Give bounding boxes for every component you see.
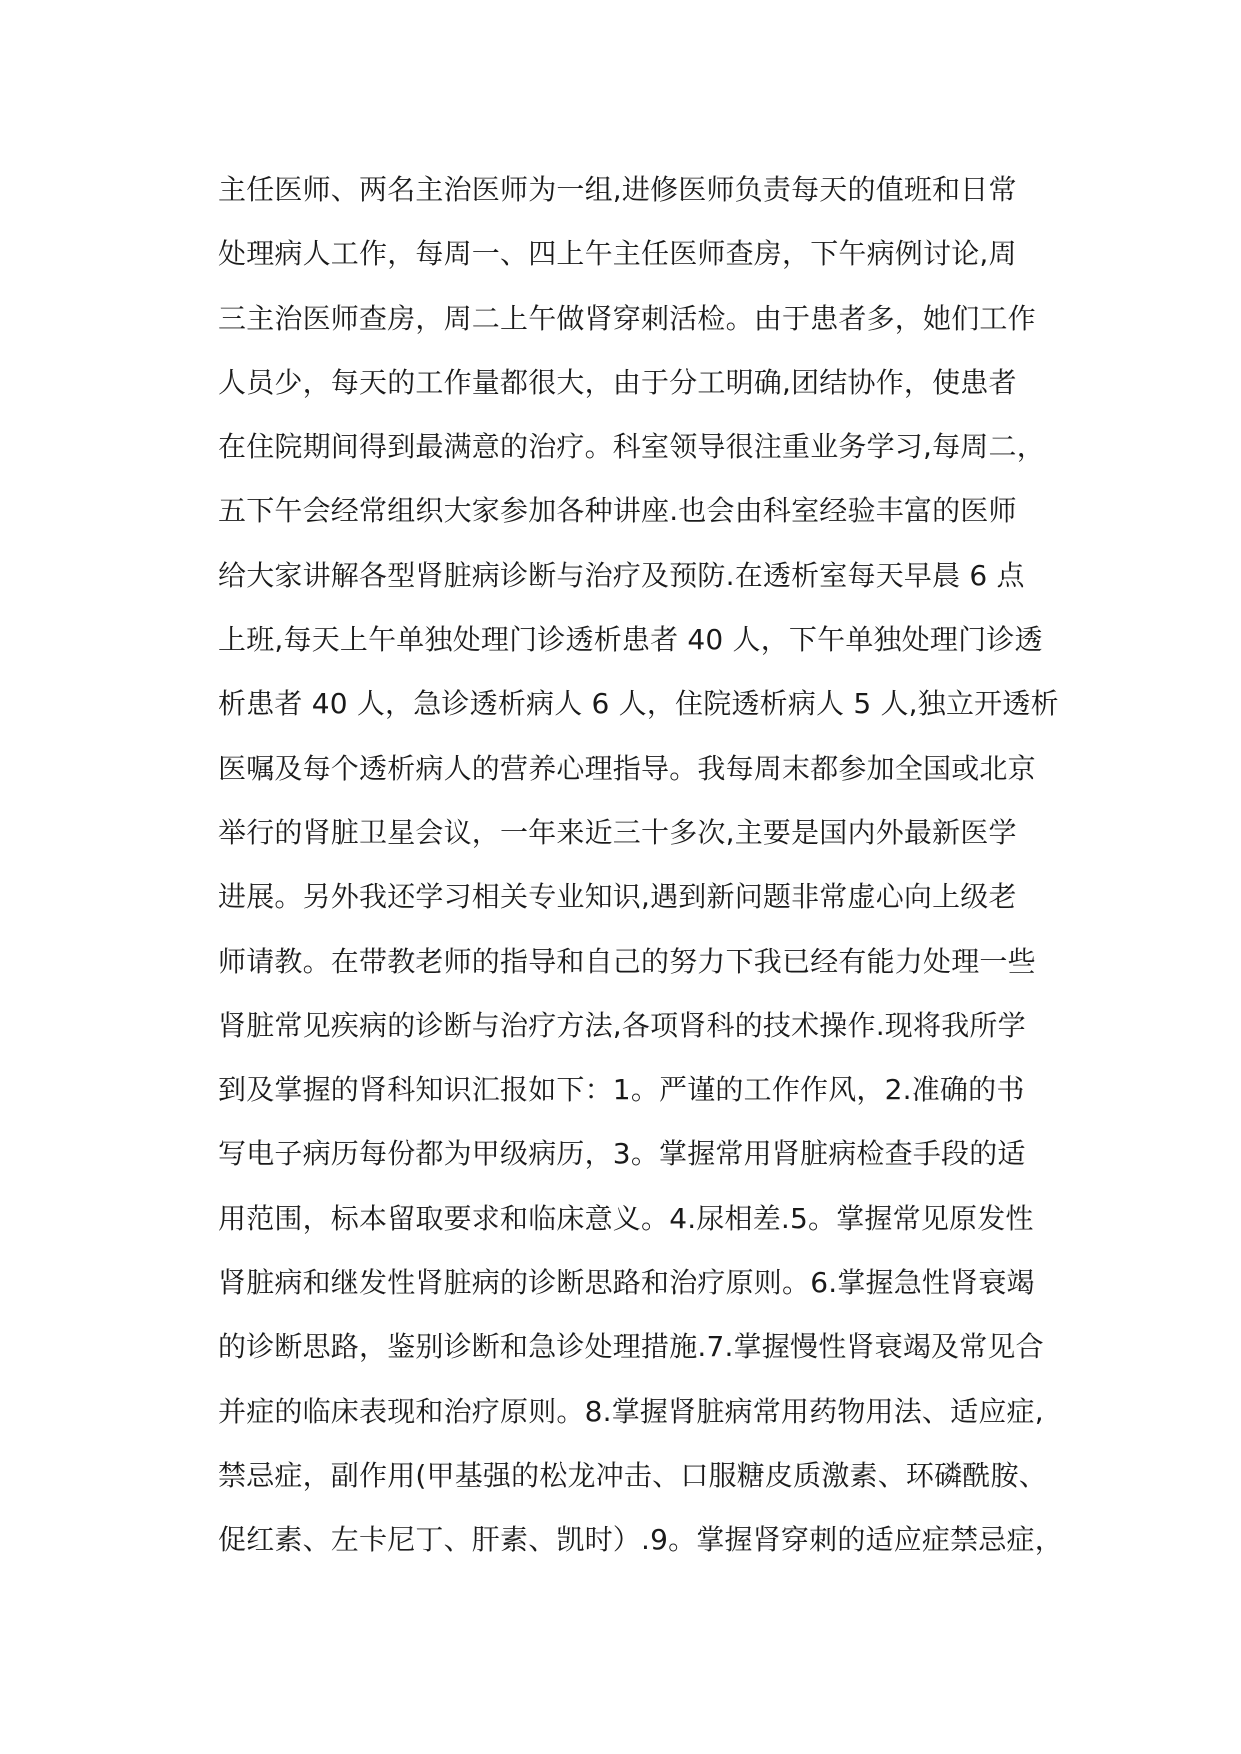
text-line: 析患者 40 人，急诊透析病人 6 人，住院透析病人 5 人,独立开透析 <box>218 687 1059 721</box>
text-line: 进展。另外我还学习相关专业知识,遇到新问题非常虚心向上级老 <box>218 880 1017 914</box>
text-line: 处理病人工作，每周一、四上午主任医师查房，下午病例讨论,周 <box>218 237 1017 271</box>
text-line: 三主治医师查房，周二上午做肾穿刺活检。由于患者多，她们工作 <box>218 301 1036 335</box>
body-text <box>218 158 1063 1573</box>
text-line: 禁忌症，副作用(甲基强的松龙冲击、口服糖皮质激素、环磷酰胺、 <box>218 1458 1047 1492</box>
text-line: 促红素、左卡尼丁、肝素、凯时）.9。掌握肾穿刺的适应症禁忌症， <box>218 1523 1063 1557</box>
text-line: 肾脏常见疾病的诊断与治疗方法,各项肾科的技术操作.现将我所学 <box>218 1008 1026 1042</box>
text-line: 主任医师、两名主治医师为一组,进修医师负责每天的值班和日常 <box>218 173 1017 206</box>
text-line: 到及掌握的肾科知识汇报如下：1。严谨的工作作风，2.准确的书 <box>218 1073 1025 1107</box>
text-line: 医嘱及每个透析病人的营养心理指导。我每周末都参加全国或北京 <box>218 751 1036 785</box>
text-line: 举行的肾脏卫星会议，一年来近三十多次,主要是国内外最新医学 <box>218 815 1017 849</box>
text-line: 师请教。在带教老师的指导和自己的努力下我已经有能力处理一些 <box>218 944 1036 978</box>
text-line: 给大家讲解各型肾脏病诊断与治疗及预防.在透析室每天早晨 6 点 <box>218 558 1025 592</box>
text-line: 用范围，标本留取要求和临床意义。4.尿相差.5。掌握常见原发性 <box>218 1201 1034 1235</box>
text-line: 人员少，每天的工作量都很大，由于分工明确,团结协作，使患者 <box>218 365 1017 399</box>
text-line: 肾脏病和继发性肾脏病的诊断思路和治疗原则。6.掌握急性肾衰竭 <box>218 1266 1035 1300</box>
text-line: 上班,每天上午单独处理门诊透析患者 40 人，下午单独处理门诊透 <box>218 623 1043 657</box>
text-line: 的诊断思路，鉴别诊断和急诊处理措施.7.掌握慢性肾衰竭及常见合 <box>218 1330 1044 1364</box>
text-line: 五下午会经常组织大家参加各种讲座.也会由科室经验丰富的医师 <box>218 494 1017 528</box>
text-line: 写电子病历每份都为甲级病历，3。掌握常用肾脏病检查手段的适 <box>218 1137 1026 1171</box>
text-line: 并症的临床表现和治疗原则。8.掌握肾脏病常用药物用法、适应症, <box>218 1394 1044 1428</box>
text-line: 在住院期间得到最满意的治疗。科室领导很注重业务学习,每周二， <box>218 430 1045 464</box>
